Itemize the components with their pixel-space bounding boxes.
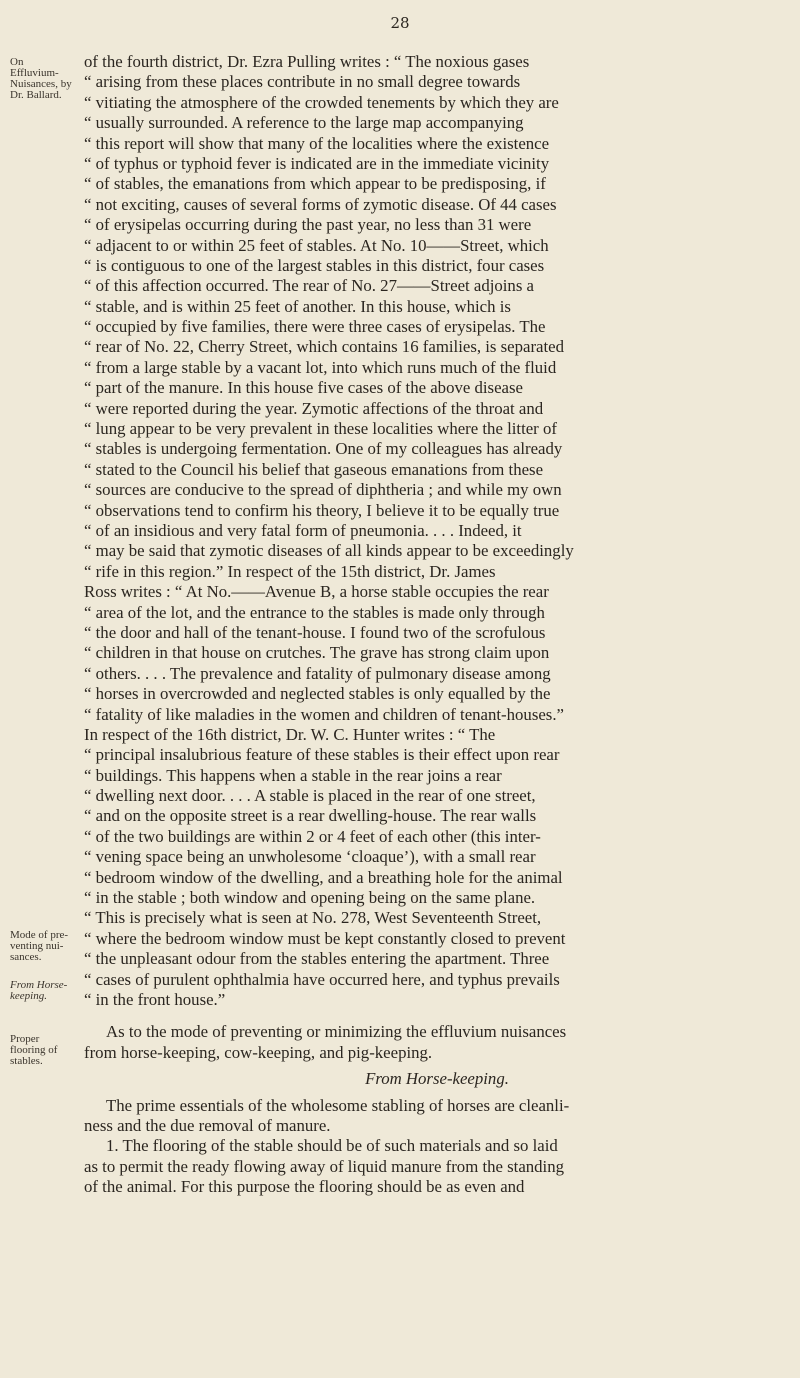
sidenote-flooring: Proper flooring of stables.	[10, 1033, 58, 1067]
text-line: “ rear of No. 22, Cherry Street, which contains 16 families, is separated	[84, 337, 564, 357]
text-line: As to the mode of preventing or minimizing the effluvium nuisances	[106, 1022, 567, 1042]
text-line: Ross writes : “ At No.——Avenue B, a horse stable occupies the rear	[84, 582, 549, 602]
section-heading: From Horse-keeping.	[365, 1069, 509, 1089]
text-line: “ bedroom window of the dwelling, and a breathing hole for the animal	[84, 867, 563, 887]
sidenote-effluvium: On Effluvium-Nuisances, by Dr. Ballard.	[10, 56, 72, 101]
text-line: “ principal insalubrious feature of these stables is their effect upon rear	[84, 745, 560, 765]
text-line: “ sources are conducive to the spread of diphtheria ; and while my own	[84, 480, 562, 500]
text-line: “ dwelling next door. . . . A stable is placed in the rear of one street,	[84, 786, 536, 806]
text-line: 1. The flooring of the stable should be of such materials and so laid	[106, 1136, 558, 1156]
text-line: “ usually surrounded. A reference to the large map accompanying	[84, 113, 524, 133]
text-line: ness and the due removal of manure.	[84, 1115, 331, 1135]
paragraph-quotes	[84, 52, 790, 1010]
text-line: In respect of the 16th district, Dr. W. C. Hunter writes : “ The	[84, 724, 496, 744]
text-line: “ the door and hall of the tenant-house. I found two of the scrofulous	[84, 622, 546, 642]
text-line: “ lung appear to be very prevalent in these localities where the litter of	[84, 419, 557, 439]
sidenote-mode-of-preventing: Mode of pre-venting nui-sances.	[10, 929, 69, 963]
text-line: “ in the front house.”	[84, 989, 226, 1009]
text-line: “ arising from these places contribute in no small degree towards	[84, 72, 521, 92]
text-line: The prime essentials of the wholesome stabling of horses are cleanli-	[106, 1095, 570, 1115]
text-line: as to permit the ready flowing away of liquid manure from the standing	[84, 1156, 565, 1176]
text-line: “ of stables, the emanations from which appear to be predisposing, if	[84, 174, 546, 194]
body-text	[84, 52, 790, 1197]
text-line: “ adjacent to or within 25 feet of stables. At No. 10——Street, which	[84, 235, 549, 255]
text-line: “ area of the lot, and the entrance to the stables is made only through	[84, 602, 545, 622]
text-line: “ cases of purulent ophthalmia have occurred here, and typhus prevails	[84, 969, 560, 989]
text-line: “ the unpleasant odour from the stables entering the apartment. Three	[84, 949, 550, 969]
text-line: “ of erysipelas occurring during the past year, no less than 31 were	[84, 215, 532, 235]
text-line: “ fatality of like maladies in the women and children of tenant-houses.”	[84, 704, 564, 724]
text-line: “ not exciting, causes of several forms of zymotic disease. Of 44 cases	[84, 194, 557, 214]
text-line: “ may be said that zymotic diseases of all kinds appear to be exceedingly	[84, 541, 574, 561]
page-number: 28	[390, 14, 410, 32]
text-line: “ were reported during the year. Zymotic affections of the throat and	[84, 398, 544, 418]
text-line: “ and on the opposite street is a rear dwelling-house. The rear walls	[84, 806, 537, 826]
text-line: “ This is precisely what is seen at No. 278, West Seventeenth Street,	[84, 908, 542, 928]
text-line: “ stables is undergoing fermentation. One of my colleagues has already	[84, 439, 563, 459]
sidenote-horse-keeping: From Horse-keeping.	[10, 979, 68, 1002]
text-line: “ in the stable ; both window and opening being on the same plane.	[84, 888, 536, 908]
text-line: “ horses in overcrowded and neglected stables is only equalled by the	[84, 684, 551, 704]
paragraph-horse-keeping	[84, 1096, 790, 1198]
text-line: “ this report will show that many of the localities where the existence	[84, 133, 550, 153]
text-line: “ others. . . . The prevalence and fatality of pulmonary disease among	[84, 663, 551, 683]
text-line: “ observations tend to confirm his theory, I believe it to be equally true	[84, 500, 560, 520]
text-line: “ of the two buildings are within 2 or 4 feet of each other (this inter-	[84, 826, 541, 846]
text-line: “ rife in this region.” In respect of the 15th district, Dr. James	[84, 561, 496, 581]
text-line: “ of an insidious and very fatal form of pneumonia. . . . Indeed, it	[84, 520, 522, 540]
text-line: “ of typhus or typhoid fever is indicated are in the immediate vicinity	[84, 153, 550, 173]
text-line: “ from a large stable by a vacant lot, into which runs much of the fluid	[84, 357, 557, 377]
text-line: of the animal. For this purpose the flooring should be as even and	[84, 1177, 525, 1197]
text-line: “ where the bedroom window must be kept constantly closed to prevent	[84, 928, 566, 948]
text-line: “ vitiating the atmosphere of the crowded tenements by which they are	[84, 92, 559, 112]
text-line: “ is contiguous to one of the largest stables in this district, four cases	[84, 255, 545, 275]
text-line: “ vening space being an unwholesome ‘cloaque’), with a small rear	[84, 847, 536, 867]
text-line: “ stable, and is within 25 feet of another. In this house, which is	[84, 296, 511, 316]
text-line: from horse-keeping, cow-keeping, and pig-keeping.	[84, 1042, 433, 1062]
text-line: “ buildings. This happens when a stable in the rear joins a rear	[84, 765, 502, 785]
paragraph-mode	[84, 1022, 790, 1063]
text-line: “ occupied by five families, there were three cases of erysipelas. The	[84, 317, 546, 337]
text-line: “ children in that house on crutches. The grave has strong claim upon	[84, 643, 550, 663]
text-line: of the fourth district, Dr. Ezra Pulling writes : “ The noxious gases	[84, 52, 530, 71]
text-line: “ stated to the Council his belief that gaseous emanations from these	[84, 459, 544, 479]
text-line: “ of this affection occurred. The rear of No. 27——Street adjoins a	[84, 276, 534, 296]
text-line: “ part of the manure. In this house five cases of the above disease	[84, 378, 523, 398]
